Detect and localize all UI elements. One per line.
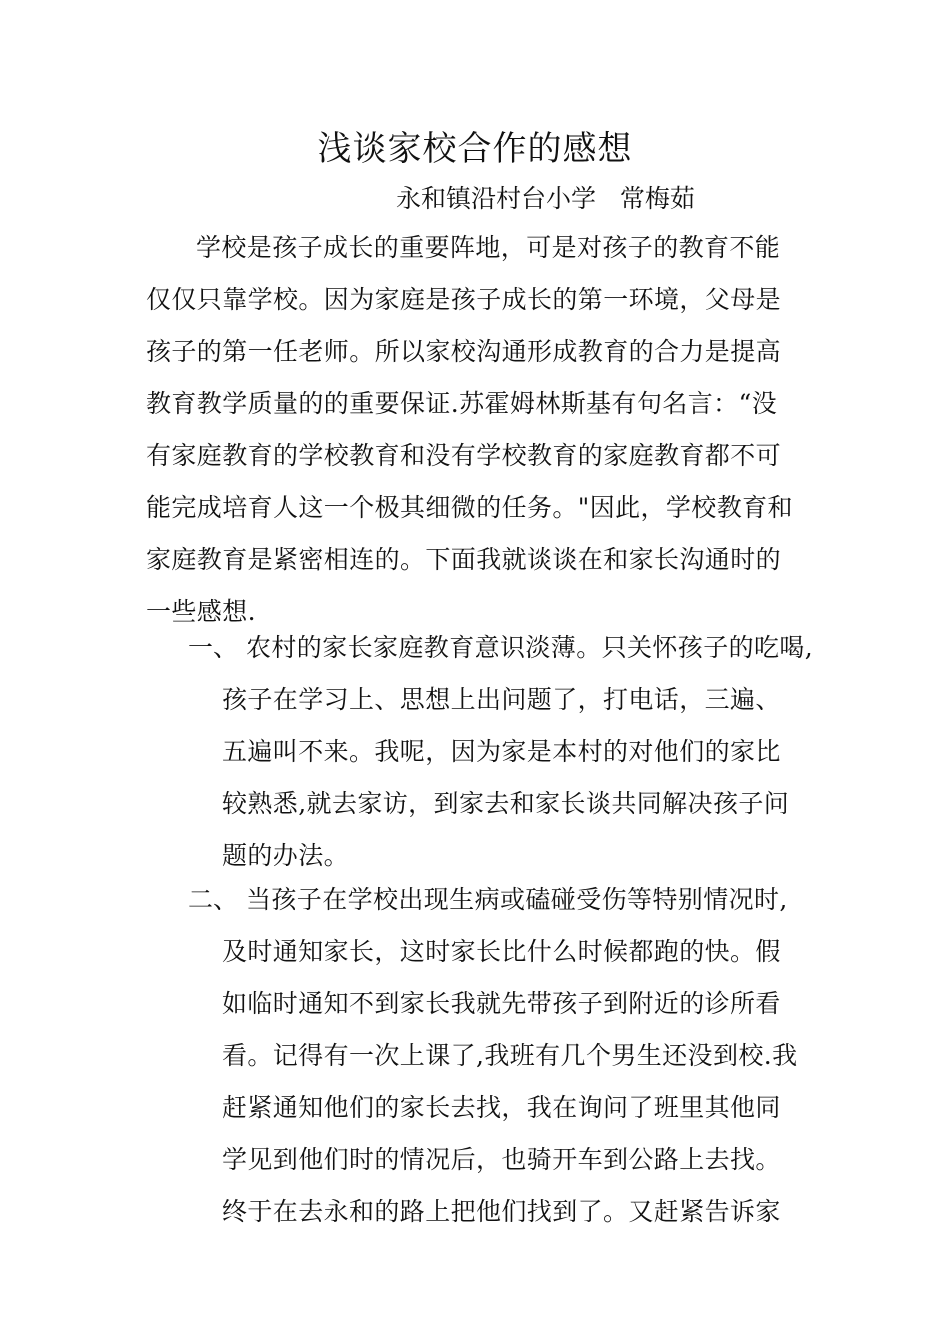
list-item-line: 题的办法。: [222, 841, 350, 870]
list-item-marker: 一、: [188, 633, 239, 662]
list-item-line: 五遍叫不来。我呢，因为家是本村的对他们的家比: [222, 737, 781, 766]
intro-line: 孩子的第一任老师。所以家校沟通形成教育的合力是提高: [146, 337, 782, 366]
list-item-line: 如临时通知不到家长我就先带孩子到附近的诊所看: [222, 989, 781, 1018]
intro-line: 教育教学质量的的重要保证.苏霍姆林斯基有句名言：“没: [146, 389, 778, 418]
list-item-line: 看。记得有一次上课了,我班有几个男生还没到校.我: [222, 1041, 798, 1070]
list-item-line: 学见到他们时的情况后，也骑开车到公路上去找。: [222, 1145, 781, 1174]
list-item-marker: 二、: [188, 885, 239, 914]
list-item-line: 农村的家长家庭教育意识淡薄。只关怀孩子的吃喝,: [246, 633, 814, 662]
list-item-line: 终于在去永和的路上把他们找到了。又赶紧告诉家: [222, 1197, 781, 1226]
intro-line: 有家庭教育的学校教育和没有学校教育的家庭教育都不可: [146, 441, 782, 470]
list-item-line: 当孩子在学校出现生病或磕碰受伤等特别情况时,: [246, 885, 788, 914]
intro-line: 仅仅只靠学校。因为家庭是孩子成长的第一环境，父母是: [146, 285, 782, 314]
intro-line: 能完成培育人这一个极其细微的任务。"因此，学校教育和: [146, 493, 793, 522]
intro-line: 家庭教育是紧密相连的。下面我就谈谈在和家长沟通时的: [146, 545, 782, 574]
document-author: 永和镇沿村台小学 常梅茹: [396, 184, 695, 213]
document-title: 浅谈家校合作的感想: [317, 129, 633, 169]
intro-line: 一些感想.: [146, 597, 256, 626]
list-item-line: 赶紧通知他们的家长去找，我在询问了班里其他同: [222, 1093, 781, 1122]
list-item-line: 及时通知家长，这时家长比什么时候都跑的快。假: [222, 937, 781, 966]
intro-line: 学校是孩子成长的重要阵地，可是对孩子的教育不能: [196, 233, 781, 262]
list-item-line: 孩子在学习上、思想上出问题了，打电话，三遍、: [222, 685, 781, 714]
list-item-line: 较熟悉,就去家访，到家去和家长谈共同解决孩子问: [222, 789, 790, 818]
